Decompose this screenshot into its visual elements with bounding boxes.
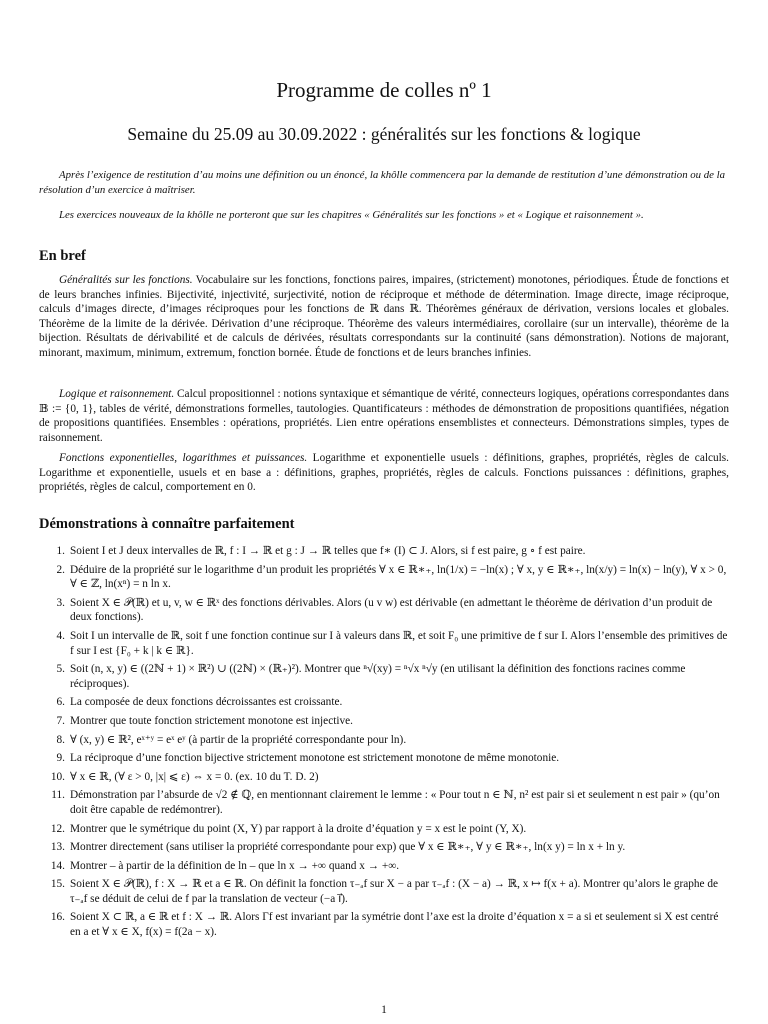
list-item bbox=[39, 877, 729, 906]
list-item bbox=[39, 770, 729, 785]
item-number: 1. bbox=[56, 545, 65, 557]
item-text: Soit I un intervalle de ℝ, soit f une fonction continue sur I à valeurs dans ℝ, et soit F₀ une primitive de f sur I. Alors l’ensemble des primitives de f sur I est {F₀ + k | k ∈ ℝ}. bbox=[70, 629, 728, 657]
item-number: 15. bbox=[50, 878, 65, 891]
item-text: Déduire de la propriété sur le logarithme d’un produit les propriétés ∀ x ∈ ℝ∗₊, ln(1/x) = −ln(x) ; ∀ x, y ∈ ℝ∗₊, ln(x/y) = ln(x) − ln(y), ∀ x > 0, ∀ ∈ ℤ, ln(xⁿ) = n ln x. bbox=[70, 563, 727, 591]
list-item bbox=[39, 859, 729, 874]
page-subtitle: Semaine du 25.09 au 30.09.2022 : généralités sur les fonctions & logique bbox=[127, 124, 641, 144]
list-item bbox=[39, 662, 729, 691]
summary-paragraph-exponentielles bbox=[39, 451, 729, 495]
list-item bbox=[39, 563, 729, 592]
list-item bbox=[39, 822, 729, 837]
item-text: Soient X ∈ 𝒫(ℝ) et u, v, w ∈ ℝˣ des fonctions dérivables. Alors (u v w) est dérivable (en admettant le théorème de dérivation d’un produit de deux fonctions). bbox=[70, 596, 713, 624]
list-item bbox=[39, 544, 729, 559]
item-number: 3. bbox=[56, 596, 65, 609]
demonstrations-list bbox=[39, 544, 729, 944]
item-text: Montrer – à partir de la définition de ln – que ln x → +∞ quand x → +∞. bbox=[70, 859, 400, 872]
paragraph-text: Vocabulaire sur les fonctions, fonctions paires, impaires, (strictement) monotones, périodiques. Étude de fonctions et de leurs branches infinies. Bijectivité, injectivité, surjectivité, notion de réciproque et méthode de détermination. Image directe, image réciproque, calculs d’images directe, d’images réciproques pour les fonctions de ℝ dans ℝ. Théorèmes généraux de dérivation, versions locales et globales. Théorème de la limite de la dérivée. Dérivation d’une réciproque. Théorème des valeurs intermédiaires, corollaire (sur un intervalle), théorème de la bijection. Résultats de dérivabilité et de calculs de dérivées, résultats correspondants sur la continuité (sans démonstration). Notions de majorant, minorant, maximum, minimum, extremum, fonction bornée. Étude de fonctions et de leurs branches infinies. bbox=[39, 274, 729, 359]
paragraph-lead: Logique et raisonnement. bbox=[59, 388, 175, 400]
page-number: 1 bbox=[381, 1004, 387, 1016]
item-number: 8. bbox=[56, 733, 65, 746]
item-number: 10. bbox=[50, 770, 65, 783]
item-number: 13. bbox=[50, 841, 65, 854]
item-text: Soient I et J deux intervalles de ℝ, f : I → ℝ et g : J → ℝ telles que f∗ (I) ⊂ J. Alors, si f est paire, g ∘ f est paire. bbox=[70, 545, 586, 557]
item-number: 16. bbox=[50, 911, 65, 924]
list-item bbox=[39, 596, 729, 625]
list-item bbox=[39, 733, 729, 748]
section-heading-en-bref: En bref bbox=[39, 248, 86, 264]
item-number: 7. bbox=[56, 714, 65, 727]
item-text: ∀ x ∈ ℝ, (∀ ε > 0, |x| ⩽ ε) ⇔ x = 0. (ex. 10 du T. D. 2) bbox=[70, 770, 319, 783]
page-title: Programme de colles nº 1 bbox=[276, 78, 492, 102]
paragraph-lead: Fonctions exponentielles, logarithmes et puissances. bbox=[59, 452, 308, 464]
item-number: 11. bbox=[51, 789, 65, 802]
item-text: La réciproque d’une fonction bijective strictement monotone est strictement monotone de même monotonie. bbox=[70, 752, 560, 765]
item-text: Montrer que toute fonction strictement monotone est injective. bbox=[70, 714, 353, 727]
item-number: 9. bbox=[56, 752, 65, 765]
list-item bbox=[39, 910, 729, 939]
summary-paragraph-logique bbox=[39, 387, 729, 445]
list-item bbox=[39, 695, 729, 710]
item-text: La composée de deux fonctions décroissantes est croissante. bbox=[70, 696, 343, 709]
item-number: 12. bbox=[50, 822, 65, 835]
item-number: 5. bbox=[56, 663, 65, 676]
intro-paragraph-1: Après l’exigence de restitution d’au moins une définition ou un énoncé, la khôlle commencera par la demande de restitution d’une démonstration ou de la résolution d’un exercice à maîtriser. bbox=[39, 169, 726, 196]
item-number: 4. bbox=[56, 629, 65, 642]
list-item bbox=[39, 714, 729, 729]
paragraph-lead: Généralités sur les fonctions. bbox=[59, 274, 193, 286]
paragraph-text: Calcul propositionnel : notions syntaxique et sémantique de vérité, connecteurs logiques, opérations correspondantes dans 𝔹 := {0, 1}, tables de vérité, démonstrations formelles, tautologies. Quantificateurs : méthodes de démonstration de propositions quantifiées, négation de propositions quantifiées. Ensembles : opérations, propriétés. Lien entre opérations ensemblistes et connecteurs. Démonstrations simples, types de raisonnement. bbox=[39, 388, 730, 444]
list-item bbox=[39, 629, 729, 658]
item-text: Démonstration par l’absurde de √2 ∉ ℚ, en mentionnant clairement le lemme : « Pour tout n ∈ ℕ, n² est pair si et seulement n est pair » (qu’on doit être capable de redémontrer). bbox=[70, 789, 720, 816]
list-item bbox=[39, 751, 729, 766]
intro-paragraph-2: Les exercices nouveaux de la khôlle ne porteront que sur les chapitres « Généralités sur les fonctions » et « Logique et raisonnement ». bbox=[59, 209, 644, 221]
item-text: Soit (n, x, y) ∈ ((2ℕ + 1) × ℝ²) ∪ ((2ℕ) × (ℝ₊)²). Montrer que ⁿ√(xy) = ⁿ√x ⁿ√y (en utilisant la définition des fonctions racines comme réciproques). bbox=[70, 663, 686, 690]
item-text: Montrer que le symétrique du point (X, Y) par rapport à la droite d’équation y = x est le point (Y, X). bbox=[70, 822, 527, 835]
summary-paragraph-fonctions bbox=[39, 273, 729, 361]
item-number: 2. bbox=[56, 563, 65, 576]
item-text: Soient X ⊂ ℝ, a ∈ ℝ et f : X → ℝ. Alors Γf est invariant par la symétrie dont l’axe est la droite d’équation x = a si et seulement si X est centré en a et ∀ x ∈ X, f(x) = f(2a − x). bbox=[70, 911, 719, 939]
paragraph-text: Logarithme et exponentielle usuels : définitions, graphes, propriétés, règles de calculs. Logarithme et exponentielle, usuels et en base a : définitions, graphes, propriétés, règles de calculs. Fonctions puissances : définitions, graphes, propriétés, règles de calcul, comportement en 0. bbox=[39, 452, 729, 494]
list-item bbox=[39, 840, 729, 855]
item-text: ∀ (x, y) ∈ ℝ², eˣ⁺ʸ = eˣ eʸ (à partir de la propriété correspondante pour ln). bbox=[70, 733, 407, 746]
item-number: 6. bbox=[56, 696, 65, 709]
list-item bbox=[39, 788, 729, 817]
item-number: 14. bbox=[50, 859, 65, 872]
item-text: Montrer directement (sans utiliser la propriété correspondante pour exp) que ∀ x ∈ ℝ∗₊, ∀ y ∈ ℝ∗₊, ln(x y) = ln x + ln y. bbox=[70, 841, 626, 854]
item-text: Soient X ∈ 𝒫(ℝ), f : X → ℝ et a ∈ ℝ. On définit la fonction τ₋ₐf sur X − a par τ₋ₐf : (X − a) → ℝ, x ↦ f(x + a). Montrer qu’alors le graphe de τ₋ₐf se déduit de celui de f par la translation de vecteur (−a i⃗). bbox=[70, 878, 719, 905]
section-heading-demonstrations: Démonstrations à connaître parfaitement bbox=[39, 516, 295, 532]
